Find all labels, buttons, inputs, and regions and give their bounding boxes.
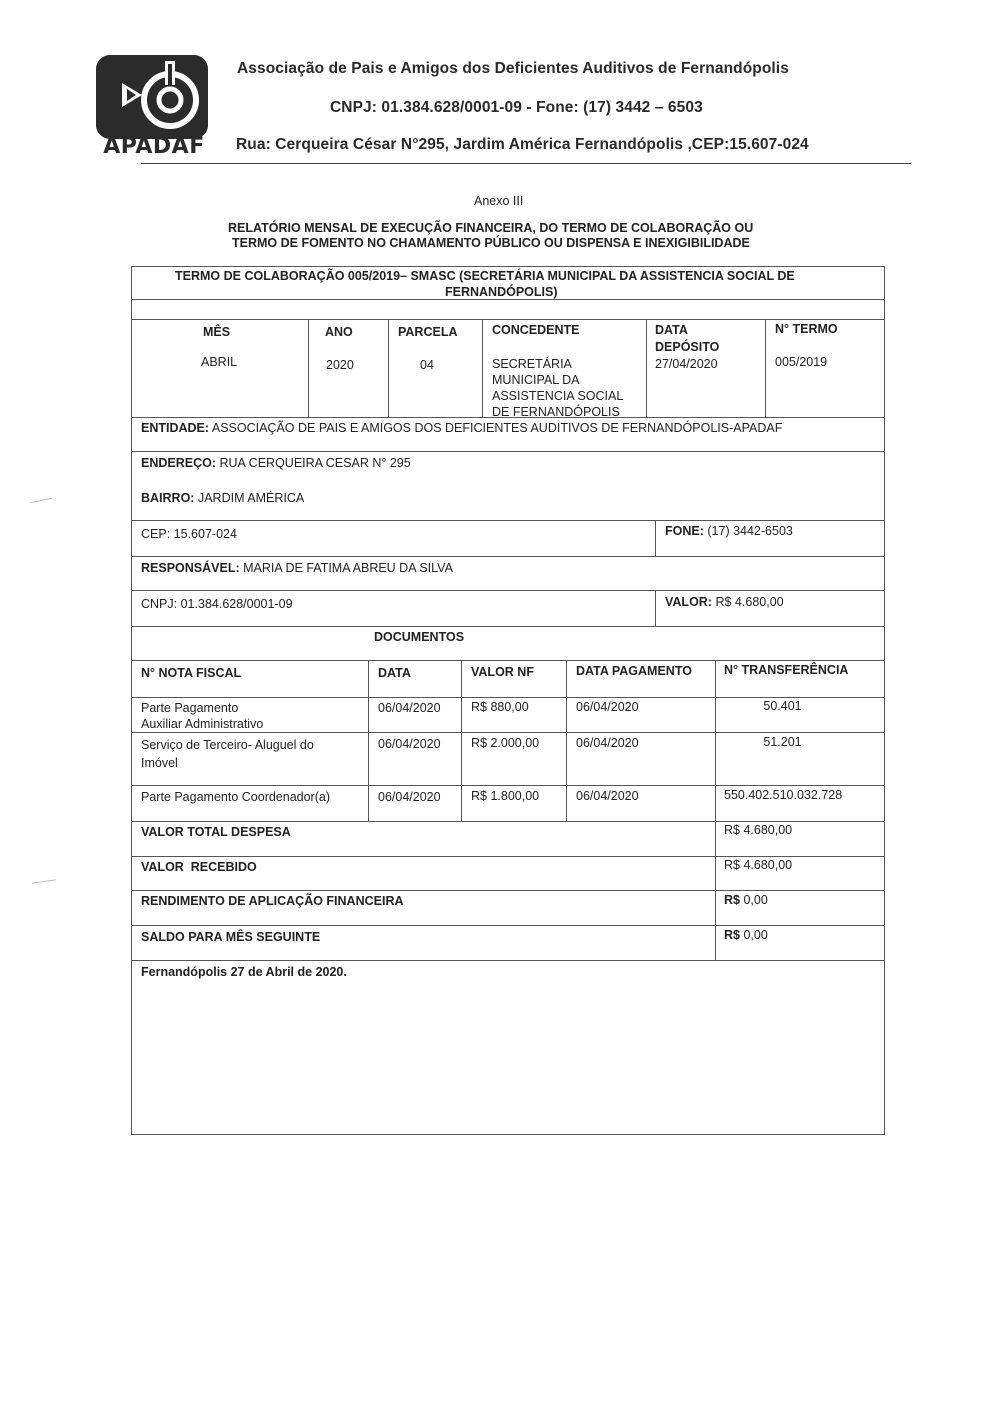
total-despesa-amount: 4.680,00 [743,823,793,837]
org-address: Rua: Cerqueira César N°295, Jardim América Fernandópolis ,CEP:15.607-024 [236,136,809,153]
saldo-currency: R$ [724,928,740,942]
total-despesa-label: VALOR TOTAL DESPESA [141,825,291,839]
org-name: Associação de Pais e Amigos dos Deficientes Auditivos de Fernandópolis [237,60,789,77]
saldo-label: SALDO PARA MÊS SEGUINTE [141,930,321,944]
doc-row-3-transferencia: 550.402.510.032.728 [724,788,843,802]
cep-label: CEP: [141,527,171,541]
rendimento-value [724,892,768,908]
doc-row-2-data: 06/04/2020 [378,737,441,751]
report-title-line1: RELATÓRIO MENSAL DE EXECUÇÃO FINANCEIRA, DO TERMO DE COLABORAÇÃO OU [228,221,754,235]
value-parcela: 04 [420,358,434,372]
doc-row-1-nota-line1: Parte Pagamento [141,701,239,715]
scan-mark [32,879,56,883]
documents-title: DOCUMENTOS [374,630,465,644]
concedente-line4: DE FERNANDÓPOLIS [492,405,620,419]
annex-label: Anexo III [474,194,524,208]
fone-row [665,523,793,539]
fone-value: (17) 3442-6503 [707,524,793,538]
value-concedente [492,356,623,420]
scan-mark [30,498,52,504]
doc-row-2-valor: R$ 2.000,00 [471,736,540,750]
entidade-value: ASSOCIAÇÃO DE PAIS E AMIGOS DOS DEFICIENTES AUDITIVOS DE FERNANDÓPOLIS-APADAF [211,421,783,435]
valor-recebido-value [724,857,792,873]
doc-row-1-data-pagamento: 06/04/2020 [576,700,639,714]
doc-row-1-nota [141,700,263,732]
rendimento-amount: 0,00 [743,893,768,907]
term-title-line1: TERMO DE COLABORAÇÃO 005/2019– SMASC (SECRETÁRIA MUNICIPAL DA ASSISTENCIA SOCIAL DE [175,269,795,283]
doc-row-1-valor: R$ 880,00 [471,700,529,714]
responsavel-row [141,560,453,576]
header-data-deposito-line2: DEPÓSITO [655,340,720,354]
doc-row-3-nota: Parte Pagamento Coordenador(a) [141,790,331,804]
valor-recebido-label: VALOR RECEBIDO [141,860,257,874]
header-parcela: PARCELA [398,325,458,339]
doc-row-2-nota-line2: Imóvel [141,756,178,770]
valor-recebido-currency: R$ [724,858,740,872]
doc-header-nota: N° NOTA FISCAL [141,666,242,680]
bairro-value: JARDIM AMÉRICA [197,491,305,505]
value-n-termo: 005/2019 [775,355,828,369]
entidade-row [141,420,782,436]
doc-header-transferencia: N° TRANSFERÊNCIA [724,663,849,677]
value-mes: ABRIL [201,355,238,369]
valor-label: VALOR: [665,595,712,609]
doc-row-3-valor: R$ 1.800,00 [471,789,540,803]
rendimento-currency: R$ [724,893,740,907]
cnpj-value: 01.384.628/0001-09 [180,597,293,611]
header-concedente: CONCEDENTE [492,323,580,337]
logo-text: APADAF [103,134,205,159]
cep-value: 15.607-024 [173,527,237,541]
bairro-row [141,490,304,506]
doc-row-1-nota-line2: Auxiliar Administrativo [141,717,264,731]
doc-row-3-data-pagamento: 06/04/2020 [576,789,639,803]
header-n-termo: N° TERMO [775,322,838,336]
valor-value: R$ 4.680,00 [715,595,784,609]
header-data-deposito-line1: DATA [655,323,688,337]
term-title-line2: FERNANDÓPOLIS) [445,285,558,299]
entidade-label: ENTIDADE: [141,421,210,435]
org-cnpj-fone: CNPJ: 01.384.628/0001-09 - Fone: (17) 3442 – 6503 [330,99,703,116]
doc-header-valor: VALOR NF [471,665,534,679]
doc-header-data: DATA [378,666,411,680]
doc-row-1-transferencia: 50.401 [763,699,802,713]
valor-recebido-amount: 4.680,00 [743,858,793,872]
total-despesa-value [724,822,792,838]
doc-row-2-nota-line1: Serviço de Terceiro- Aluguel do [141,738,314,752]
cnpj-row [141,596,293,612]
header-divider [141,163,911,164]
total-despesa-currency: R$ [724,823,740,837]
responsavel-label: RESPONSÁVEL: [141,561,240,575]
bairro-label: BAIRRO: [141,491,195,505]
value-data-deposito: 27/04/2020 [655,357,718,371]
report-title-line2: TERMO DE FOMENTO NO CHAMAMENTO PÚBLICO OU DISPENSA E INEXIGIBILIDADE [232,236,750,250]
saldo-value [724,927,768,943]
doc-row-2-data-pagamento: 06/04/2020 [576,736,639,750]
endereco-label: ENDEREÇO: [141,456,217,470]
header-data-deposito [655,322,719,355]
value-ano: 2020 [326,358,354,372]
responsavel-value: MARIA DE FATIMA ABREU DA SILVA [243,561,453,575]
doc-row-3-data: 06/04/2020 [378,790,441,804]
endereco-row [141,455,411,471]
cep-row [141,526,237,542]
header-ano: ANO [325,325,353,339]
concedente-line3: ASSISTENCIA SOCIAL [492,389,624,403]
header-mes: MÊS [203,325,231,339]
doc-row-2-nota [141,736,314,772]
endereco-value: RUA CERQUEIRA CESAR N° 295 [219,456,411,470]
doc-header-data-pagamento: DATA PAGAMENTO [576,664,692,678]
valor-row [665,594,784,610]
cnpj-label: CNPJ: [141,597,178,611]
doc-row-2-transferencia: 51.201 [763,735,802,749]
fone-label: FONE: [665,524,704,538]
saldo-amount: 0,00 [743,928,768,942]
place-date: Fernandópolis 27 de Abril de 2020. [141,965,347,979]
doc-row-1-data: 06/04/2020 [378,701,441,715]
concedente-line2: MUNICIPAL DA [492,373,580,387]
rendimento-label: RENDIMENTO DE APLICAÇÃO FINANCEIRA [141,894,404,908]
concedente-line1: SECRETÁRIA [492,357,572,371]
